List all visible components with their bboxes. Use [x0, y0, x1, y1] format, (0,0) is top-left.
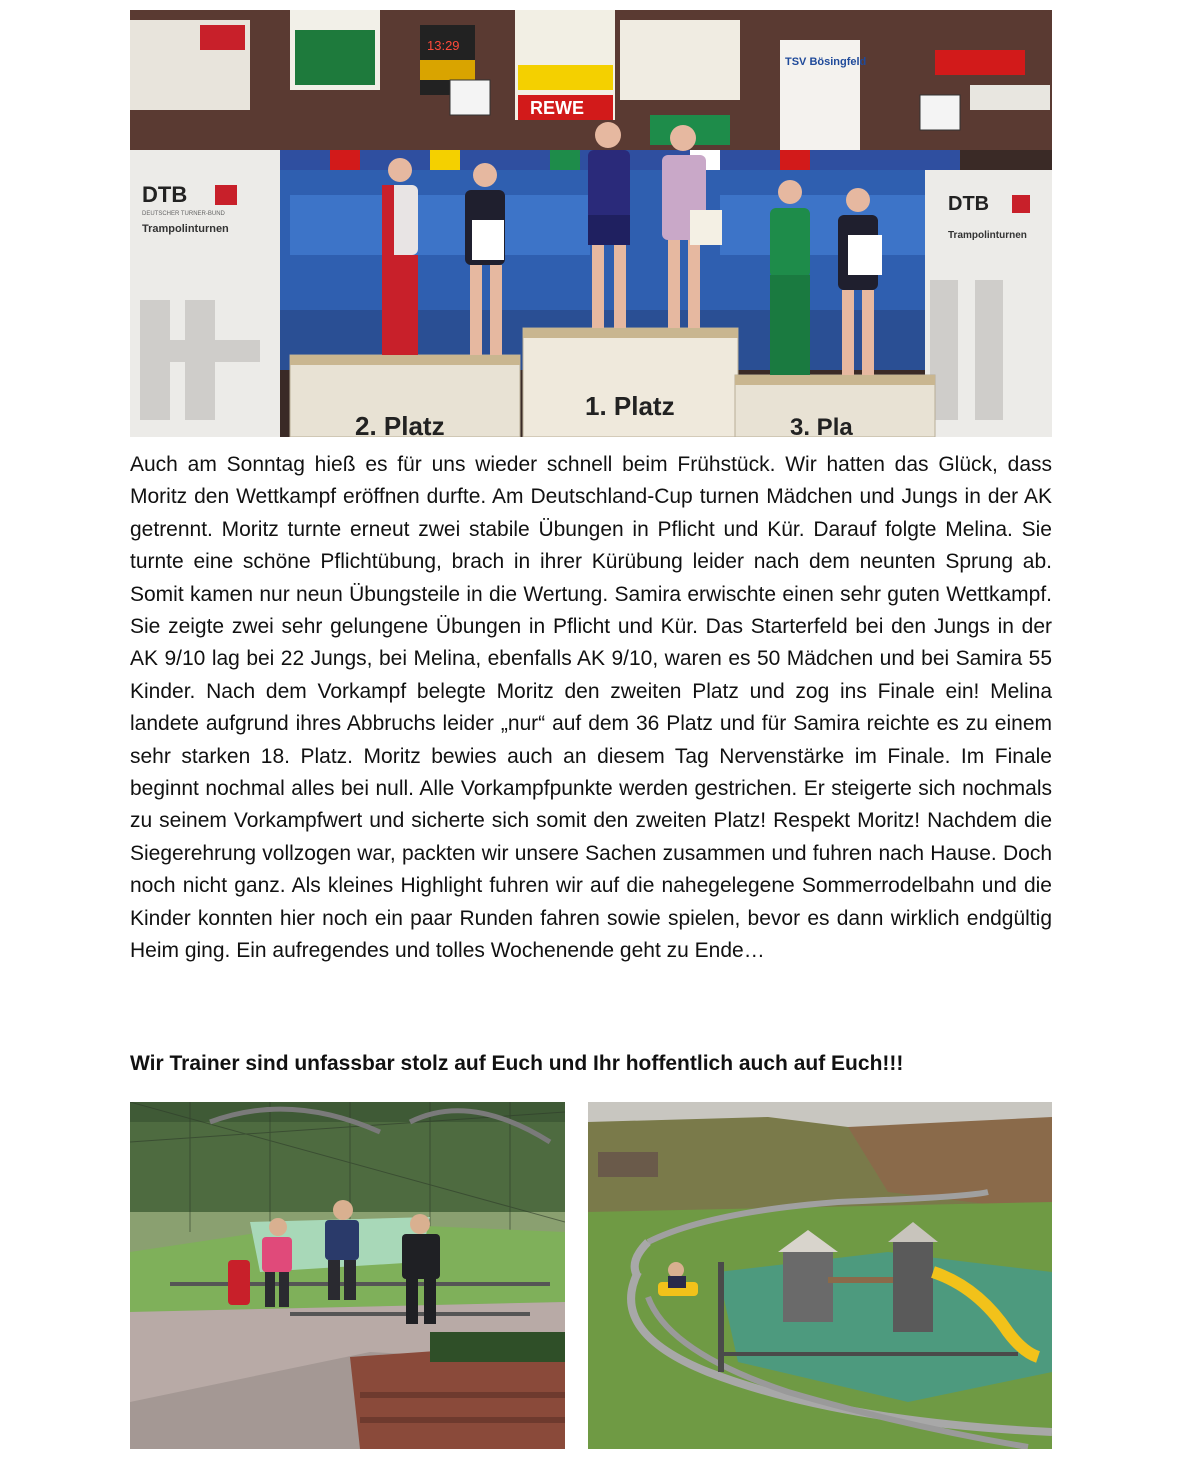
podium-second-label: 2. Platz [355, 411, 445, 437]
podium-first-label: 1. Platz [585, 391, 675, 421]
article-body: Auch am Sonntag hieß es für uns wieder schnell beim Frühstück. Wir hatten das Glück, dass Moritz den Wettkampf eröffnen durfte. Am Deutschland-Cup turnen Mädchen und Jungs in der AK getrennt. Moritz turnte erneut zwei stabile Übungen in Pflicht und Kür. Darauf folgte Melina. Sie turnte eine schöne Pflichtübung, brach in ihrer Kürübung leider nach dem neunten Sprung ab. Somit kamen nur neun Übungsteile in die Wertung. Samira erwischte einen sehr guten Wettkampf. Sie zeigte zwei sehr gelungene Übungen in Pflicht und Kür. Das Starterfeld bei den Jungs in der AK 9/10 lag bei 22 Jungs, bei Melina, ebenfalls AK 9/10, waren es 50 Mädchen und bei Samira 55 Kinder. Nach dem Vorkampf belegte Moritz den zweiten Platz und zog ins Finale ein! Melina landete aufgrund ihres Abbruchs leider „nur“ auf dem 36 Platz und für Samira reichte es zu einem sehr starken 18. Platz. Moritz bewies auch an diesem Tag Nervenstärke im Finale. Im Finale beginnt nochmal alles bei null. Alle Vorkampfpunkte werden gestrichen. Er steigerte sich nochmals zu seinem Vorkampfwert und sicherte sich somit den zweiten Platz! Respekt Moritz! Nachdem die Siegerehrung vollzogen war, packten wir unsere Sachen zusammen und fuhren nach Hause. Doch noch nicht ganz. Als kleines Highlight fuhren wir auf die nahegelegene Sommerrodelbahn und die Kinder konnten hier noch ein paar Runden fahren sowie spielen, bevor es dann wirklich endgültig Heim ging. Ein aufregendes und tolles Wochenende geht zu Ende… [130, 453, 1052, 963]
dtb-logo-left: DTB [142, 182, 188, 207]
summer-toboggan-playground-photo [588, 1102, 1052, 1449]
banner-label-left: Trampolinturnen [142, 223, 229, 235]
award-ceremony-photo [130, 10, 1052, 437]
dtb-sub-left: DEUTSCHER TURNER-BUND [142, 211, 225, 217]
toboggan-station-photo [130, 1102, 565, 1449]
dtb-logo-right: DTB [948, 193, 990, 215]
scoreboard-text: 13:29 [427, 38, 460, 53]
banner-label-right: Trampolinturnen [948, 230, 1027, 241]
athlete-second-boy [382, 158, 418, 355]
article-closing: Wir Trainer sind unfassbar stolz auf Euch und Ihr hoffentlich auch auf Euch!!! [130, 1052, 904, 1075]
athlete-third-boy [770, 180, 810, 375]
tsv-sign: TSV Bösingfeld [785, 56, 867, 68]
podium-third-label: 3. Pla [790, 414, 853, 437]
rewe-sign: REWE [530, 98, 584, 118]
